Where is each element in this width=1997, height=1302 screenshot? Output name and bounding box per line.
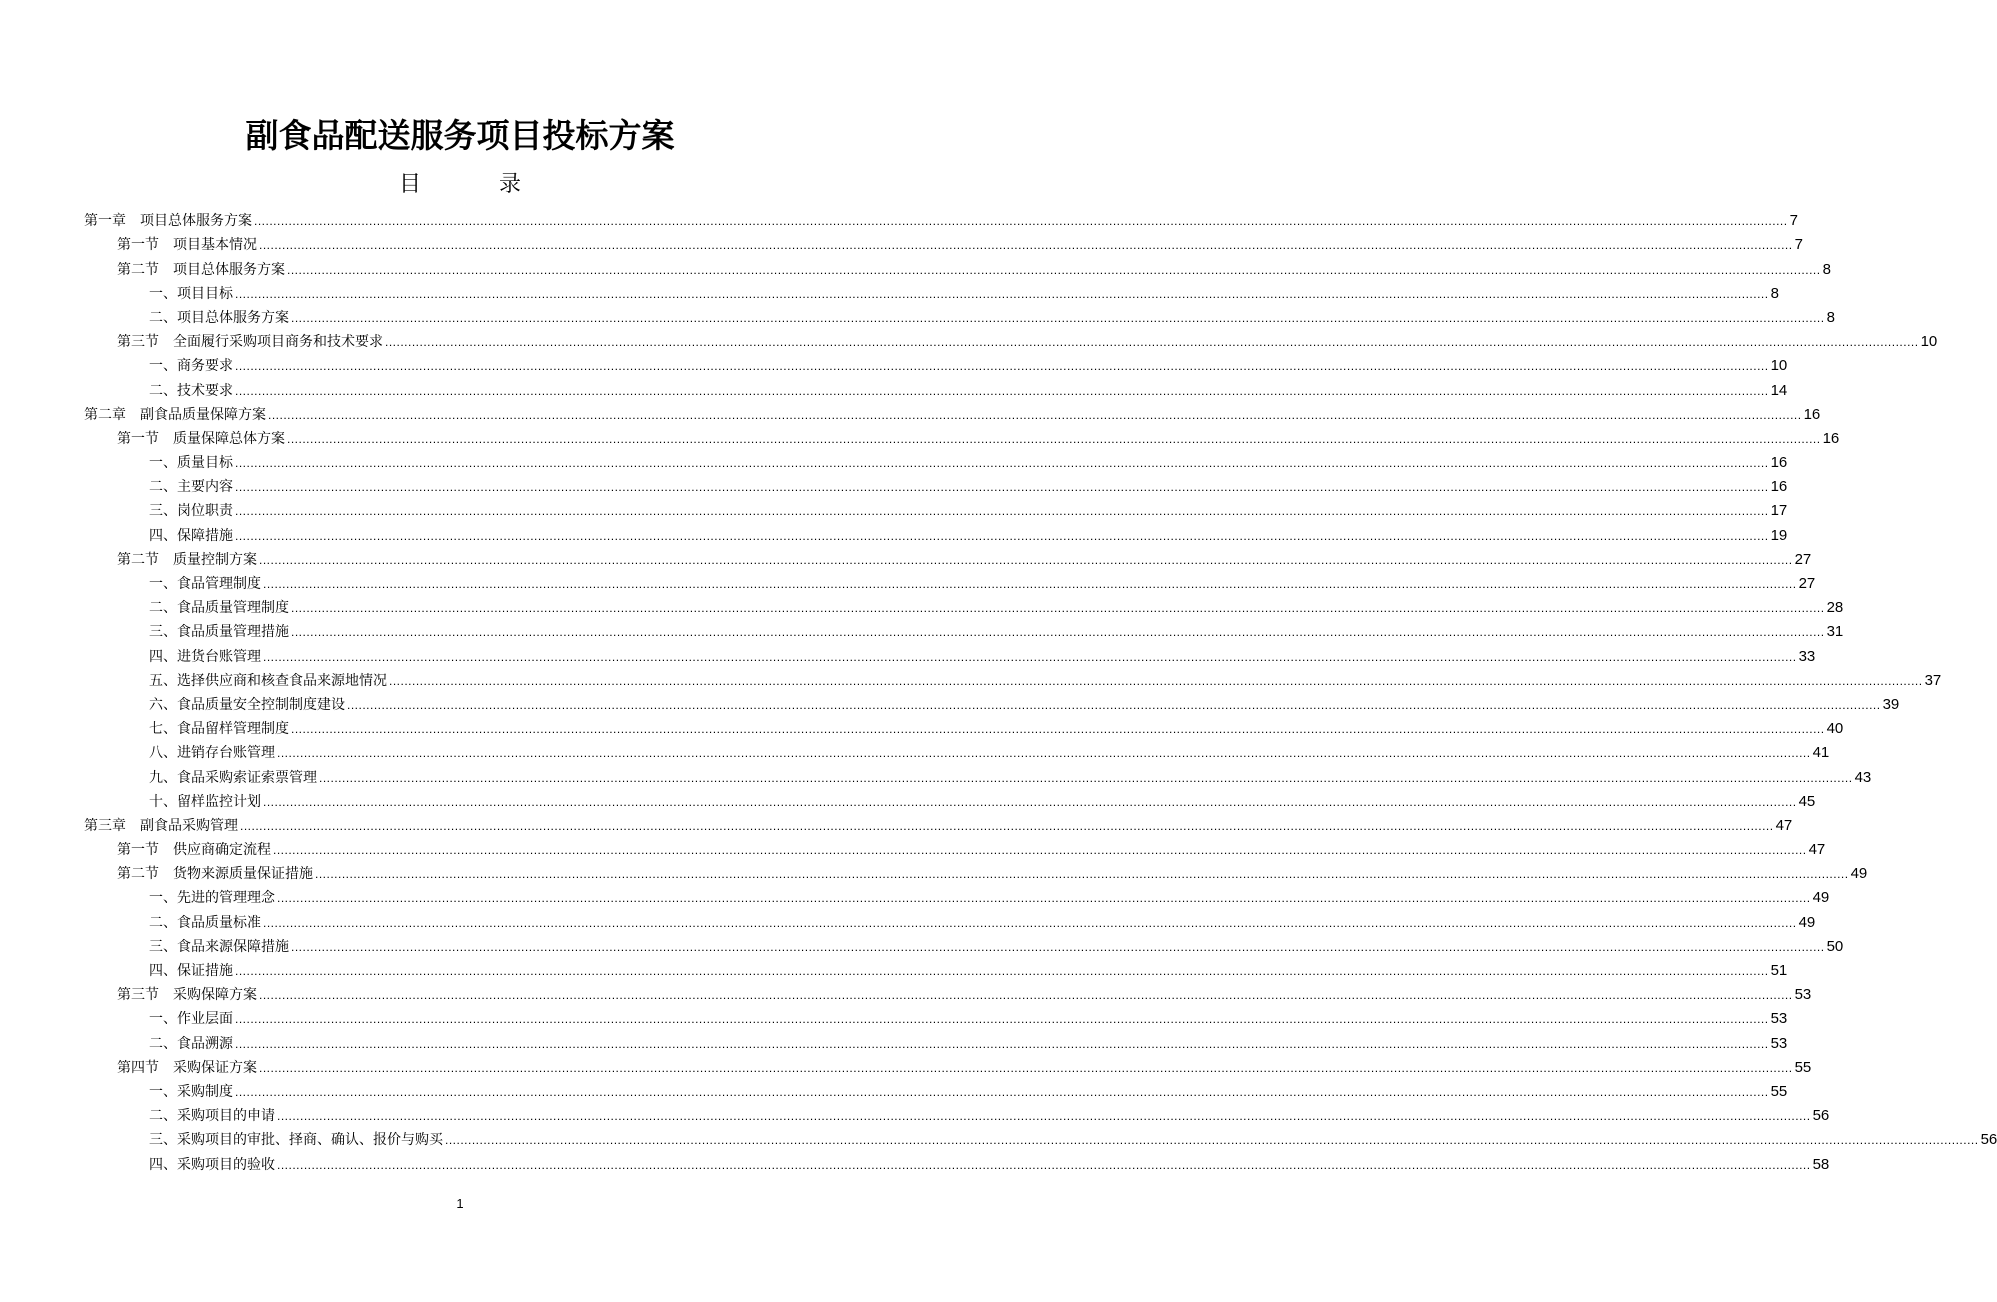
toc-entry-page: 31 bbox=[1826, 623, 1844, 641]
toc-entry-number: 第四节 bbox=[117, 1059, 159, 1076]
toc-entry-title bbox=[117, 1058, 257, 1078]
toc-entry-text: 二、食品溯源 bbox=[149, 1035, 233, 1052]
toc-entry-page: 49 bbox=[1798, 913, 1816, 931]
dot-leader: ................................................................................................................................................................................................................................................................................................................................................................................................................ bbox=[263, 794, 1797, 809]
toc-entry-page: 53 bbox=[1770, 1034, 1788, 1052]
dot-leader: ................................................................................................................................................................................................................................................................................................................................................................................................................ bbox=[263, 649, 1797, 664]
dot-leader: ................................................................................................................................................................................................................................................................................................................................................................................................................ bbox=[235, 383, 1769, 398]
toc-entry-title bbox=[149, 1130, 443, 1150]
toc-entry[interactable] bbox=[84, 231, 1803, 255]
toc-entry-title bbox=[149, 477, 233, 497]
toc-entry-text: 七、食品留样管理制度 bbox=[149, 721, 289, 738]
dot-leader: ................................................................................................................................................................................................................................................................................................................................................................................................................ bbox=[235, 504, 1769, 519]
toc-entry[interactable] bbox=[84, 1126, 1997, 1150]
toc-entry[interactable] bbox=[84, 667, 1942, 691]
toc-entry-title bbox=[117, 864, 313, 884]
toc-entry-page: 51 bbox=[1770, 962, 1788, 979]
toc-entry-text: 三、食品来源保障措施 bbox=[149, 938, 289, 955]
dot-leader: ................................................................................................................................................................................................................................................................................................................................................................................................................ bbox=[259, 1060, 1793, 1075]
toc-entry-number: 第一章 bbox=[84, 213, 126, 230]
toc-entry-text: 质量保障总体方案 bbox=[173, 430, 285, 447]
toc-entry-title bbox=[149, 574, 261, 594]
dot-leader: ................................................................................................................................................................................................................................................................................................................................................................................................................ bbox=[235, 286, 1769, 301]
toc-entry[interactable] bbox=[84, 594, 1844, 618]
dot-leader: ................................................................................................................................................................................................................................................................................................................................................................................................................ bbox=[240, 818, 1774, 833]
toc-entry[interactable] bbox=[84, 884, 1830, 908]
toc-entry-text: 副食品质量保障方案 bbox=[140, 406, 266, 423]
toc-entry-page: 27 bbox=[1794, 550, 1812, 568]
toc-entry-title bbox=[149, 671, 387, 691]
dot-leader: ................................................................................................................................................................................................................................................................................................................................................................................................................ bbox=[235, 1012, 1769, 1027]
toc-entry-page: 55 bbox=[1770, 1082, 1788, 1100]
toc-entry-title bbox=[149, 1106, 275, 1126]
dot-leader: ................................................................................................................................................................................................................................................................................................................................................................................................................ bbox=[287, 431, 1821, 446]
toc-entry-text: 采购保障方案 bbox=[173, 987, 257, 1004]
toc-entry-text: 二、食品质量管理制度 bbox=[149, 600, 289, 617]
toc-entry-page: 14 bbox=[1770, 381, 1788, 399]
dot-leader: ................................................................................................................................................................................................................................................................................................................................................................................................................ bbox=[291, 722, 1825, 737]
toc-entry-text: 四、保证措施 bbox=[149, 963, 233, 979]
toc-entry-title bbox=[149, 1155, 275, 1175]
toc-entry-text: 货物来源质量保证措施 bbox=[173, 866, 313, 883]
toc-entry-text: 九、食品采购索证索票管理 bbox=[149, 769, 317, 786]
toc-entry-page: 8 bbox=[1770, 284, 1779, 302]
toc-entry-number: 第三节 bbox=[117, 987, 159, 1004]
toc-entry-text: 全面履行采购项目商务和技术要求 bbox=[173, 334, 383, 351]
toc-entry-text: 五、选择供应商和核查食品来源地情况 bbox=[149, 672, 387, 689]
dot-leader: ................................................................................................................................................................................................................................................................................................................................................................................................................ bbox=[235, 1084, 1769, 1099]
toc-entry-title bbox=[149, 1009, 233, 1029]
toc-entry[interactable] bbox=[84, 497, 1788, 521]
toc-entry-number: 第二节 bbox=[117, 866, 159, 883]
toc-entry[interactable] bbox=[84, 981, 1812, 1005]
toc-entry[interactable] bbox=[84, 836, 1826, 860]
toc-entry-text: 副食品采购管理 bbox=[140, 817, 238, 834]
dot-leader: ................................................................................................................................................................................................................................................................................................................................................................................................................ bbox=[291, 310, 1825, 325]
toc-entry-title bbox=[149, 913, 261, 933]
dot-leader: ................................................................................................................................................................................................................................................................................................................................................................................................................ bbox=[277, 1109, 1811, 1124]
toc-entry-page: 16 bbox=[1803, 405, 1821, 423]
toc-entry[interactable] bbox=[84, 763, 1872, 787]
toc-entry-text: 一、采购制度 bbox=[149, 1083, 233, 1100]
toc-entry-page: 58 bbox=[1812, 1155, 1830, 1173]
dot-leader: ................................................................................................................................................................................................................................................................................................................................................................................................................ bbox=[277, 1157, 1811, 1172]
dot-leader: ................................................................................................................................................................................................................................................................................................................................................................................................................ bbox=[268, 407, 1802, 422]
toc-entry-title bbox=[117, 985, 257, 1005]
toc-entry-page: 40 bbox=[1826, 720, 1844, 738]
toc-entry-title bbox=[149, 356, 233, 376]
toc-entry[interactable] bbox=[84, 304, 1835, 328]
toc-entry-page: 43 bbox=[1854, 768, 1872, 786]
dot-leader: ................................................................................................................................................................................................................................................................................................................................................................................................................ bbox=[259, 238, 1793, 253]
toc-entry-page: 19 bbox=[1770, 526, 1788, 544]
toc-entry-title bbox=[149, 1034, 233, 1054]
toc-entry[interactable] bbox=[84, 908, 1816, 932]
toc-entry[interactable] bbox=[84, 1054, 1812, 1078]
toc-entry-page: 27 bbox=[1798, 575, 1816, 592]
toc-entry[interactable] bbox=[84, 739, 1830, 763]
toc-entry-page: 33 bbox=[1798, 647, 1816, 665]
dot-leader: ................................................................................................................................................................................................................................................................................................................................................................................................................ bbox=[291, 939, 1825, 954]
toc-entry-title bbox=[117, 429, 285, 449]
toc-entry-title bbox=[149, 381, 233, 401]
toc-entry[interactable] bbox=[84, 691, 1900, 715]
toc-entry[interactable] bbox=[84, 1150, 1830, 1174]
toc-entry[interactable] bbox=[84, 425, 1840, 449]
toc-entry-title bbox=[149, 308, 289, 328]
toc-entry-text: 四、采购项目的验收 bbox=[149, 1156, 275, 1173]
dot-leader: ................................................................................................................................................................................................................................................................................................................................................................................................................ bbox=[235, 359, 1769, 374]
toc-entry-text: 一、质量目标 bbox=[149, 455, 233, 472]
toc-entry-page: 50 bbox=[1826, 937, 1844, 955]
toc-entry-number: 第一节 bbox=[117, 237, 159, 254]
page-number: 1 bbox=[456, 1196, 464, 1211]
toc-entry-page: 56 bbox=[1812, 1107, 1830, 1125]
toc-entry-page: 7 bbox=[1794, 236, 1803, 254]
toc-entry-page: 49 bbox=[1812, 889, 1830, 907]
toc-entry[interactable] bbox=[84, 642, 1816, 666]
dot-leader: ................................................................................................................................................................................................................................................................................................................................................................................................................ bbox=[319, 770, 1853, 785]
toc-entry-page: 56 bbox=[1980, 1131, 1997, 1149]
dot-leader: ................................................................................................................................................................................................................................................................................................................................................................................................................ bbox=[291, 601, 1825, 616]
toc-entry-title bbox=[149, 937, 289, 957]
toc-entry[interactable] bbox=[84, 957, 1788, 981]
toc-entry-title bbox=[149, 695, 345, 715]
toc-entry-title bbox=[149, 284, 233, 304]
toc-entry-page: 28 bbox=[1826, 599, 1844, 617]
toc-entry-title bbox=[117, 332, 383, 352]
toc-entry-text: 二、采购项目的申请 bbox=[149, 1108, 275, 1125]
toc-entry-number: 第三章 bbox=[84, 817, 126, 834]
toc-entry[interactable] bbox=[84, 207, 1798, 231]
toc-entry[interactable] bbox=[84, 812, 1793, 836]
toc-entry-text: 四、进货台账管理 bbox=[149, 648, 261, 665]
toc-heading: 目 录 bbox=[398, 172, 549, 197]
toc-entry-number: 第一节 bbox=[117, 430, 159, 447]
toc-entry-text: 三、采购项目的审批、择商、确认、报价与购买 bbox=[149, 1132, 443, 1149]
dot-leader: ................................................................................................................................................................................................................................................................................................................................................................................................................ bbox=[235, 528, 1769, 543]
toc-entry-number: 第一节 bbox=[117, 842, 159, 859]
toc-entry-page: 53 bbox=[1794, 986, 1812, 1004]
toc-entry-text: 八、进销存台账管理 bbox=[149, 745, 275, 762]
dot-leader: ................................................................................................................................................................................................................................................................................................................................................................................................................ bbox=[277, 746, 1811, 761]
toc-entry-text: 六、食品质量安全控制制度建设 bbox=[149, 696, 345, 713]
toc-entry[interactable] bbox=[84, 328, 1938, 352]
dot-leader: ................................................................................................................................................................................................................................................................................................................................................................................................................ bbox=[385, 335, 1919, 350]
toc-entry-title bbox=[117, 235, 257, 255]
toc-entry-text: 一、食品管理制度 bbox=[149, 576, 261, 592]
toc-entry[interactable] bbox=[84, 788, 1816, 812]
dot-leader: ................................................................................................................................................................................................................................................................................................................................................................................................................ bbox=[445, 1133, 1979, 1148]
toc-entry-page: 16 bbox=[1770, 454, 1788, 472]
dot-leader: ................................................................................................................................................................................................................................................................................................................................................................................................................ bbox=[263, 915, 1797, 930]
dot-leader: ................................................................................................................................................................................................................................................................................................................................................................................................................ bbox=[235, 456, 1769, 471]
dot-leader: ................................................................................................................................................................................................................................................................................................................................................................................................................ bbox=[259, 552, 1793, 567]
toc-entry-text: 项目总体服务方案 bbox=[173, 261, 285, 278]
toc-entry[interactable] bbox=[84, 376, 1788, 400]
toc-entry-title bbox=[149, 622, 289, 642]
dot-leader: ................................................................................................................................................................................................................................................................................................................................................................................................................ bbox=[291, 625, 1825, 640]
toc-entry-title bbox=[149, 719, 289, 739]
toc-entry-text: 十、留样监控计划 bbox=[149, 793, 261, 810]
toc-entry-title bbox=[84, 816, 238, 836]
toc-entry-title bbox=[149, 647, 261, 667]
toc-entry-page: 45 bbox=[1798, 792, 1816, 810]
dot-leader: ................................................................................................................................................................................................................................................................................................................................................................................................................ bbox=[277, 891, 1811, 906]
toc-entry-text: 一、先进的管理理念 bbox=[149, 890, 275, 907]
dot-leader: ................................................................................................................................................................................................................................................................................................................................................................................................................ bbox=[235, 1036, 1769, 1051]
toc-entry[interactable] bbox=[84, 1102, 1830, 1126]
toc-entry-title bbox=[149, 1082, 233, 1102]
toc-entry-text: 二、项目总体服务方案 bbox=[149, 309, 289, 326]
toc-entry-title bbox=[117, 840, 271, 860]
dot-leader: ................................................................................................................................................................................................................................................................................................................................................................................................................ bbox=[235, 964, 1769, 978]
dot-leader: ................................................................................................................................................................................................................................................................................................................................................................................................................ bbox=[347, 697, 1881, 712]
toc-entry[interactable] bbox=[84, 255, 1831, 279]
dot-leader: ................................................................................................................................................................................................................................................................................................................................................................................................................ bbox=[315, 867, 1849, 882]
toc-entry-text: 四、保障措施 bbox=[149, 527, 233, 544]
dot-leader: ................................................................................................................................................................................................................................................................................................................................................................................................................ bbox=[273, 843, 1807, 858]
toc-entry-page: 39 bbox=[1882, 695, 1900, 713]
toc-entry-text: 三、岗位职责 bbox=[149, 503, 233, 520]
toc-entry-page: 55 bbox=[1794, 1058, 1812, 1076]
toc-entry[interactable] bbox=[84, 280, 1779, 304]
toc-entry-title bbox=[84, 405, 266, 425]
toc-entry-title bbox=[117, 260, 285, 280]
toc-entry-page: 47 bbox=[1808, 841, 1826, 859]
dot-leader: ................................................................................................................................................................................................................................................................................................................................................................................................................ bbox=[254, 214, 1788, 229]
toc-entry-page: 8 bbox=[1826, 308, 1835, 326]
toc-entry-title bbox=[149, 768, 317, 788]
toc-entry-title bbox=[149, 526, 233, 546]
toc-entry[interactable] bbox=[84, 546, 1812, 570]
toc-entry-text: 供应商确定流程 bbox=[173, 842, 271, 859]
toc-entry-title bbox=[84, 211, 252, 231]
toc-entry-page: 16 bbox=[1822, 429, 1840, 447]
table-of-contents bbox=[84, 207, 1997, 1175]
toc-entry[interactable] bbox=[84, 521, 1788, 545]
dot-leader: ................................................................................................................................................................................................................................................................................................................................................................................................................ bbox=[263, 577, 1797, 591]
toc-entry-number: 第二节 bbox=[117, 551, 159, 568]
toc-entry-page: 10 bbox=[1770, 357, 1788, 375]
toc-entry-text: 二、食品质量标准 bbox=[149, 914, 261, 931]
toc-entry-page: 53 bbox=[1770, 1010, 1788, 1028]
toc-entry-page: 8 bbox=[1822, 260, 1831, 278]
toc-entry-page: 47 bbox=[1775, 816, 1793, 834]
toc-entry[interactable] bbox=[84, 473, 1788, 497]
toc-entry[interactable] bbox=[84, 401, 1821, 425]
toc-entry[interactable] bbox=[84, 1029, 1788, 1053]
dot-leader: ................................................................................................................................................................................................................................................................................................................................................................................................................ bbox=[259, 988, 1793, 1003]
toc-entry-title bbox=[149, 501, 233, 521]
toc-entry-number: 第二节 bbox=[117, 261, 159, 278]
toc-entry-title bbox=[149, 888, 275, 908]
toc-entry[interactable] bbox=[84, 1078, 1788, 1102]
toc-entry-page: 10 bbox=[1920, 333, 1938, 351]
toc-entry-number: 第二章 bbox=[84, 406, 126, 423]
dot-leader: ................................................................................................................................................................................................................................................................................................................................................................................................................ bbox=[389, 673, 1923, 688]
toc-entry-text: 二、主要内容 bbox=[149, 479, 233, 496]
toc-entry-text: 质量控制方案 bbox=[173, 551, 257, 568]
toc-entry[interactable] bbox=[84, 618, 1844, 642]
toc-entry[interactable] bbox=[84, 570, 1816, 594]
toc-entry[interactable] bbox=[84, 715, 1844, 739]
toc-entry-title bbox=[117, 550, 257, 570]
toc-entry[interactable] bbox=[84, 352, 1788, 376]
toc-entry-page: 49 bbox=[1850, 865, 1868, 883]
toc-entry-text: 项目基本情况 bbox=[173, 237, 257, 254]
toc-entry-text: 三、食品质量管理措施 bbox=[149, 624, 289, 641]
toc-entry-text: 一、作业层面 bbox=[149, 1011, 233, 1028]
toc-entry-text: 一、商务要求 bbox=[149, 358, 233, 375]
toc-entry[interactable] bbox=[84, 449, 1788, 473]
toc-entry[interactable] bbox=[84, 933, 1844, 957]
toc-entry-page: 7 bbox=[1789, 212, 1798, 230]
toc-entry-page: 16 bbox=[1770, 478, 1788, 496]
dot-leader: ................................................................................................................................................................................................................................................................................................................................................................................................................ bbox=[235, 480, 1769, 495]
toc-entry-title bbox=[149, 598, 289, 618]
toc-entry-text: 二、技术要求 bbox=[149, 382, 233, 399]
toc-entry-page: 17 bbox=[1770, 502, 1788, 520]
toc-entry-title bbox=[149, 743, 275, 763]
toc-entry[interactable] bbox=[84, 860, 1868, 884]
document-title: 副食品配送服务项目投标方案 bbox=[245, 116, 675, 155]
toc-entry-text: 采购保证方案 bbox=[173, 1059, 257, 1076]
toc-entry-page: 41 bbox=[1812, 744, 1830, 762]
toc-entry-text: 一、项目目标 bbox=[149, 285, 233, 302]
toc-entry-title bbox=[149, 792, 261, 812]
dot-leader: ................................................................................................................................................................................................................................................................................................................................................................................................................ bbox=[287, 262, 1821, 277]
toc-entry-number: 第三节 bbox=[117, 334, 159, 351]
toc-entry-title bbox=[149, 453, 233, 473]
toc-entry-title bbox=[149, 961, 233, 981]
toc-entry-page: 37 bbox=[1924, 671, 1942, 689]
toc-entry[interactable] bbox=[84, 1005, 1788, 1029]
toc-entry-text: 项目总体服务方案 bbox=[140, 213, 252, 230]
